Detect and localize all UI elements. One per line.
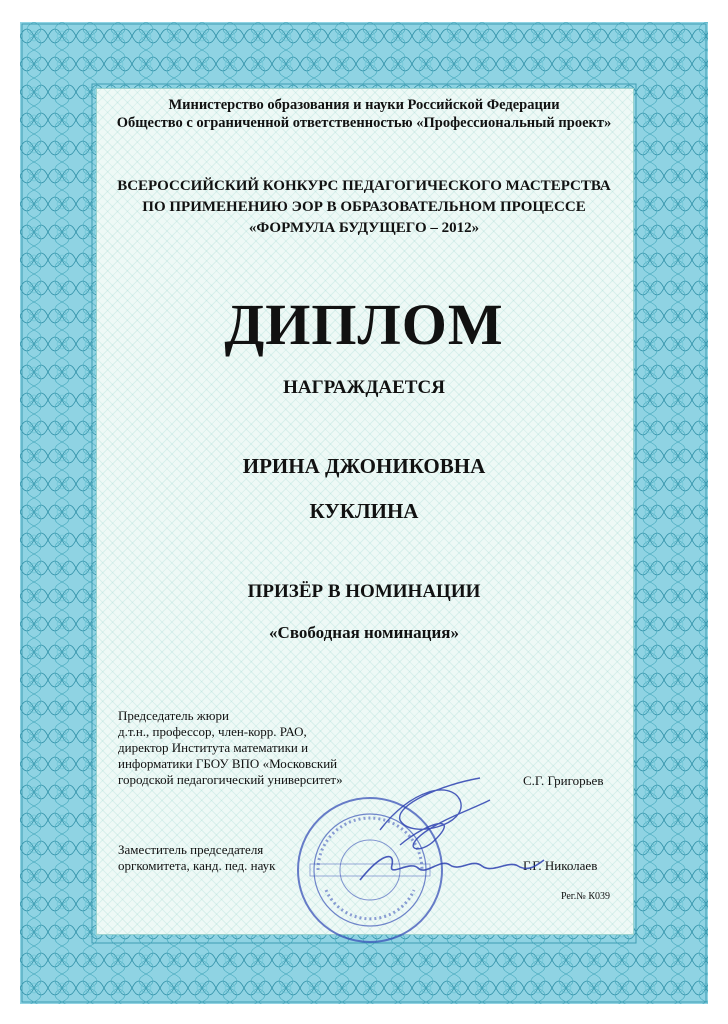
chair-signature-block [118,708,343,788]
deputy-line: оргкомитета, канд. пед. наук [118,858,276,873]
contest-line-3: «ФОРМУЛА БУДУЩЕГО – 2012» [248,220,480,236]
diploma-title: ДИПЛОМ [224,292,504,357]
chair-line: Председатель жюри [118,708,229,723]
awarded-label: НАГРАЖДАЕТСЯ [283,377,445,398]
nomination-label: «Свободная номинация» [269,623,459,642]
contest-line-2: ПО ПРИМЕНЕНИЮ ЭОР В ОБРАЗОВАТЕЛЬНОМ ПРОЦЕССЕ [142,199,586,215]
recipient-first-name: ИРИНА ДЖОНИКОВНА [242,454,486,478]
deputy-name: Г.Г. Николаев [523,858,598,873]
chair-name: С.Г. Григорьев [523,773,604,788]
deputy-line: Заместитель председателя [118,842,264,857]
registration-number: Рег.№ К039 [560,891,610,902]
chair-line: городской педагогический университет» [118,772,343,787]
recipient-last-name: КУКЛИНА [309,499,419,523]
deputy-signature-block [118,842,276,874]
chair-line: директор Института математики и [118,740,309,755]
contest-line-1: ВСЕРОССИЙСКИЙ КОНКУРС ПЕДАГОГИЧЕСКОГО МАСТЕРСТВА [117,178,611,194]
handwritten-signatures [340,770,550,910]
chair-line: информатики ГБОУ ВПО «Московский [118,756,338,771]
ministry-line: Министерство образования и науки Российской Федерации [168,97,560,113]
company-line: Общество с ограниченной ответственностью «Профессиональный проект» [116,115,612,131]
prize-label: ПРИЗЁР В НОМИНАЦИИ [247,581,481,602]
chair-line: д.т.н., профессор, член-корр. РАО, [118,724,307,739]
